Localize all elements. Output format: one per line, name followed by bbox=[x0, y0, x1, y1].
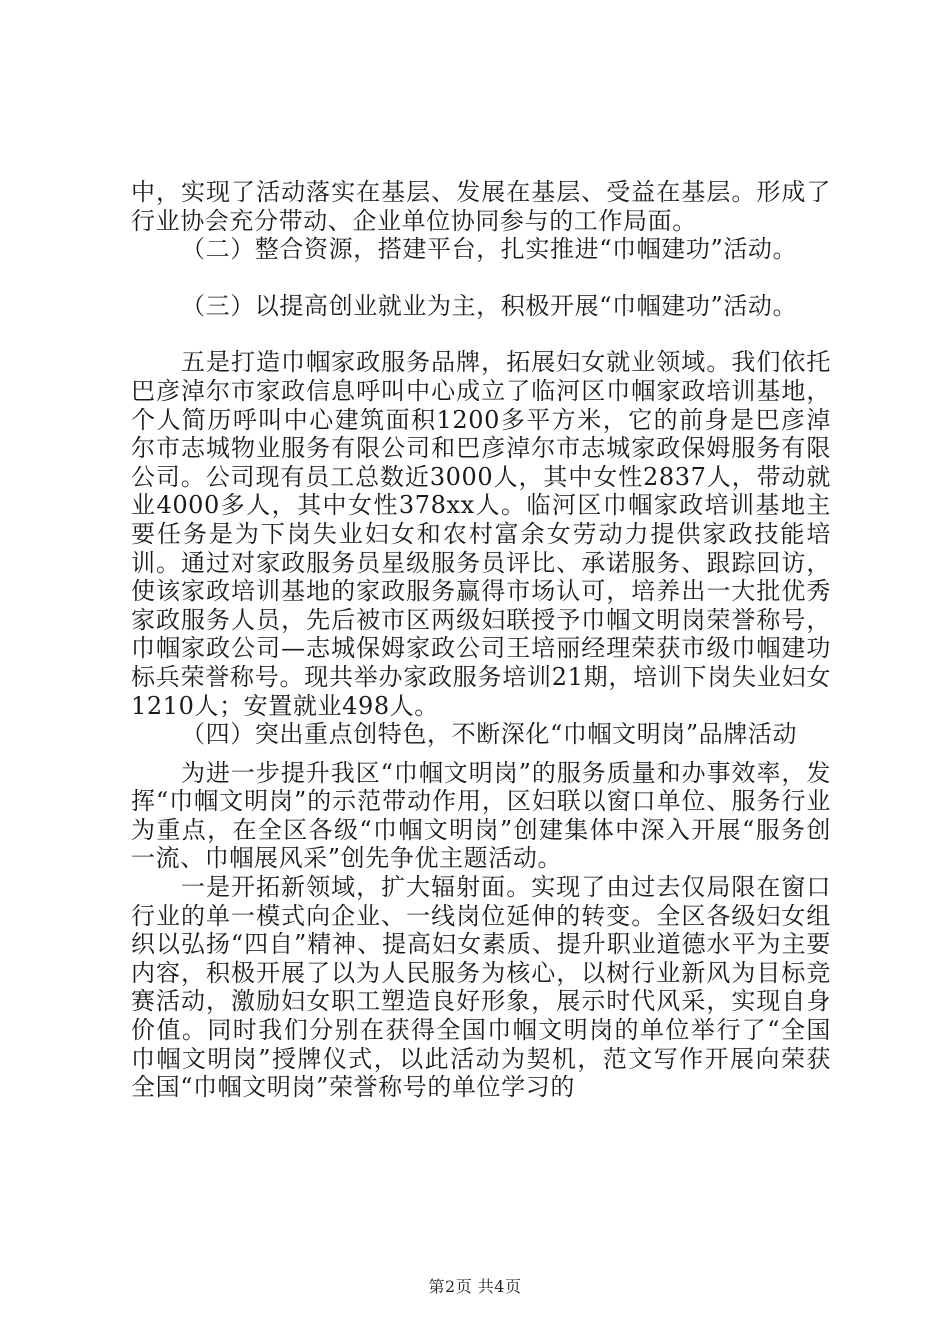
section-heading-3: （三）以提高创业就业为主，积极开展“巾帼建功”活动。 bbox=[181, 291, 798, 320]
paragraph-continuation: 中，实现了活动落实在基层、发展在基层、受益在基层。形成了行业协会充分带动、企业单位协同参与的工作局面。 bbox=[131, 178, 831, 235]
paragraph-civilized-post: 为进一步提升我区“巾帼文明岗”的服务质量和办事效率，发挥“巾帼文明岗”的示范带动作用，区妇联以窗口单位、服务行业为重点，在全区各级“巾帼文明岗”创建集体中深入开展“服务创一流、巾帼展风采”创先争优主题活动。 bbox=[131, 758, 831, 873]
paragraph-housekeeping-brand: 五是打造巾帼家政服务品牌，拓展妇女就业领域。我们依托巴彦淖尔市家政信息呼叫中心成立了临河区巾帼家政培训基地，个人简历呼叫中心建筑面积1200多平方米，它的前身是巴彦淖尔市志城物业服务有限公司和巴彦淖尔市志城家政保姆服务有限公司。公司现有员工总数近3000人，其中女性2837人，带动就业4000多人，其中女性378xx人。临河区巾帼家政培训基地主要任务是为下岗失业妇女和农村富余女劳动力提供家政技能培训。通过对家政服务员星级服务员评比、承诺服务、跟踪回访，使该家政培训基地的家政服务赢得市场认可，培养出一大批优秀家政服务人员，先后被市区两级妇联授予巾帼文明岗荣誉称号，巾帼家政公司—志城保姆家政公司王培丽经理荣获市级巾帼建功标兵荣誉称号。现共举办家政服务培训21期，培训下岗失业妇女1210人；安置就业498人。 bbox=[131, 348, 831, 720]
page-number-footer: 第2页 共4页 bbox=[428, 1277, 522, 1296]
section-heading-4: （四）突出重点创特色，不断深化“巾帼文明岗”品牌活动 bbox=[181, 720, 798, 749]
section-heading-2: （二）整合资源，搭建平台，扎实推进“巾帼建功”活动。 bbox=[181, 235, 798, 264]
paragraph-new-fields: 一是开拓新领域，扩大辐射面。实现了由过去仅局限在窗口行业的单一模式向企业、一线岗位延伸的转变。全区各级妇女组织以弘扬“四自”精神、提高妇女素质、提升职业道德水平为主要内容，积极开展了以为人民服务为核心，以树行业新风为目标竞赛活动，激励妇女职工塑造良好形象，展示时代风采，实现自身价值。同时我们分别在获得全国巾帼文明岗的单位举行了“全国巾帼文明岗”授牌仪式，以此活动为契机，范文写作开展向荣获全国“巾帼文明岗”荣誉称号的单位学习的 bbox=[131, 873, 831, 1102]
document-body bbox=[131, 178, 831, 1102]
